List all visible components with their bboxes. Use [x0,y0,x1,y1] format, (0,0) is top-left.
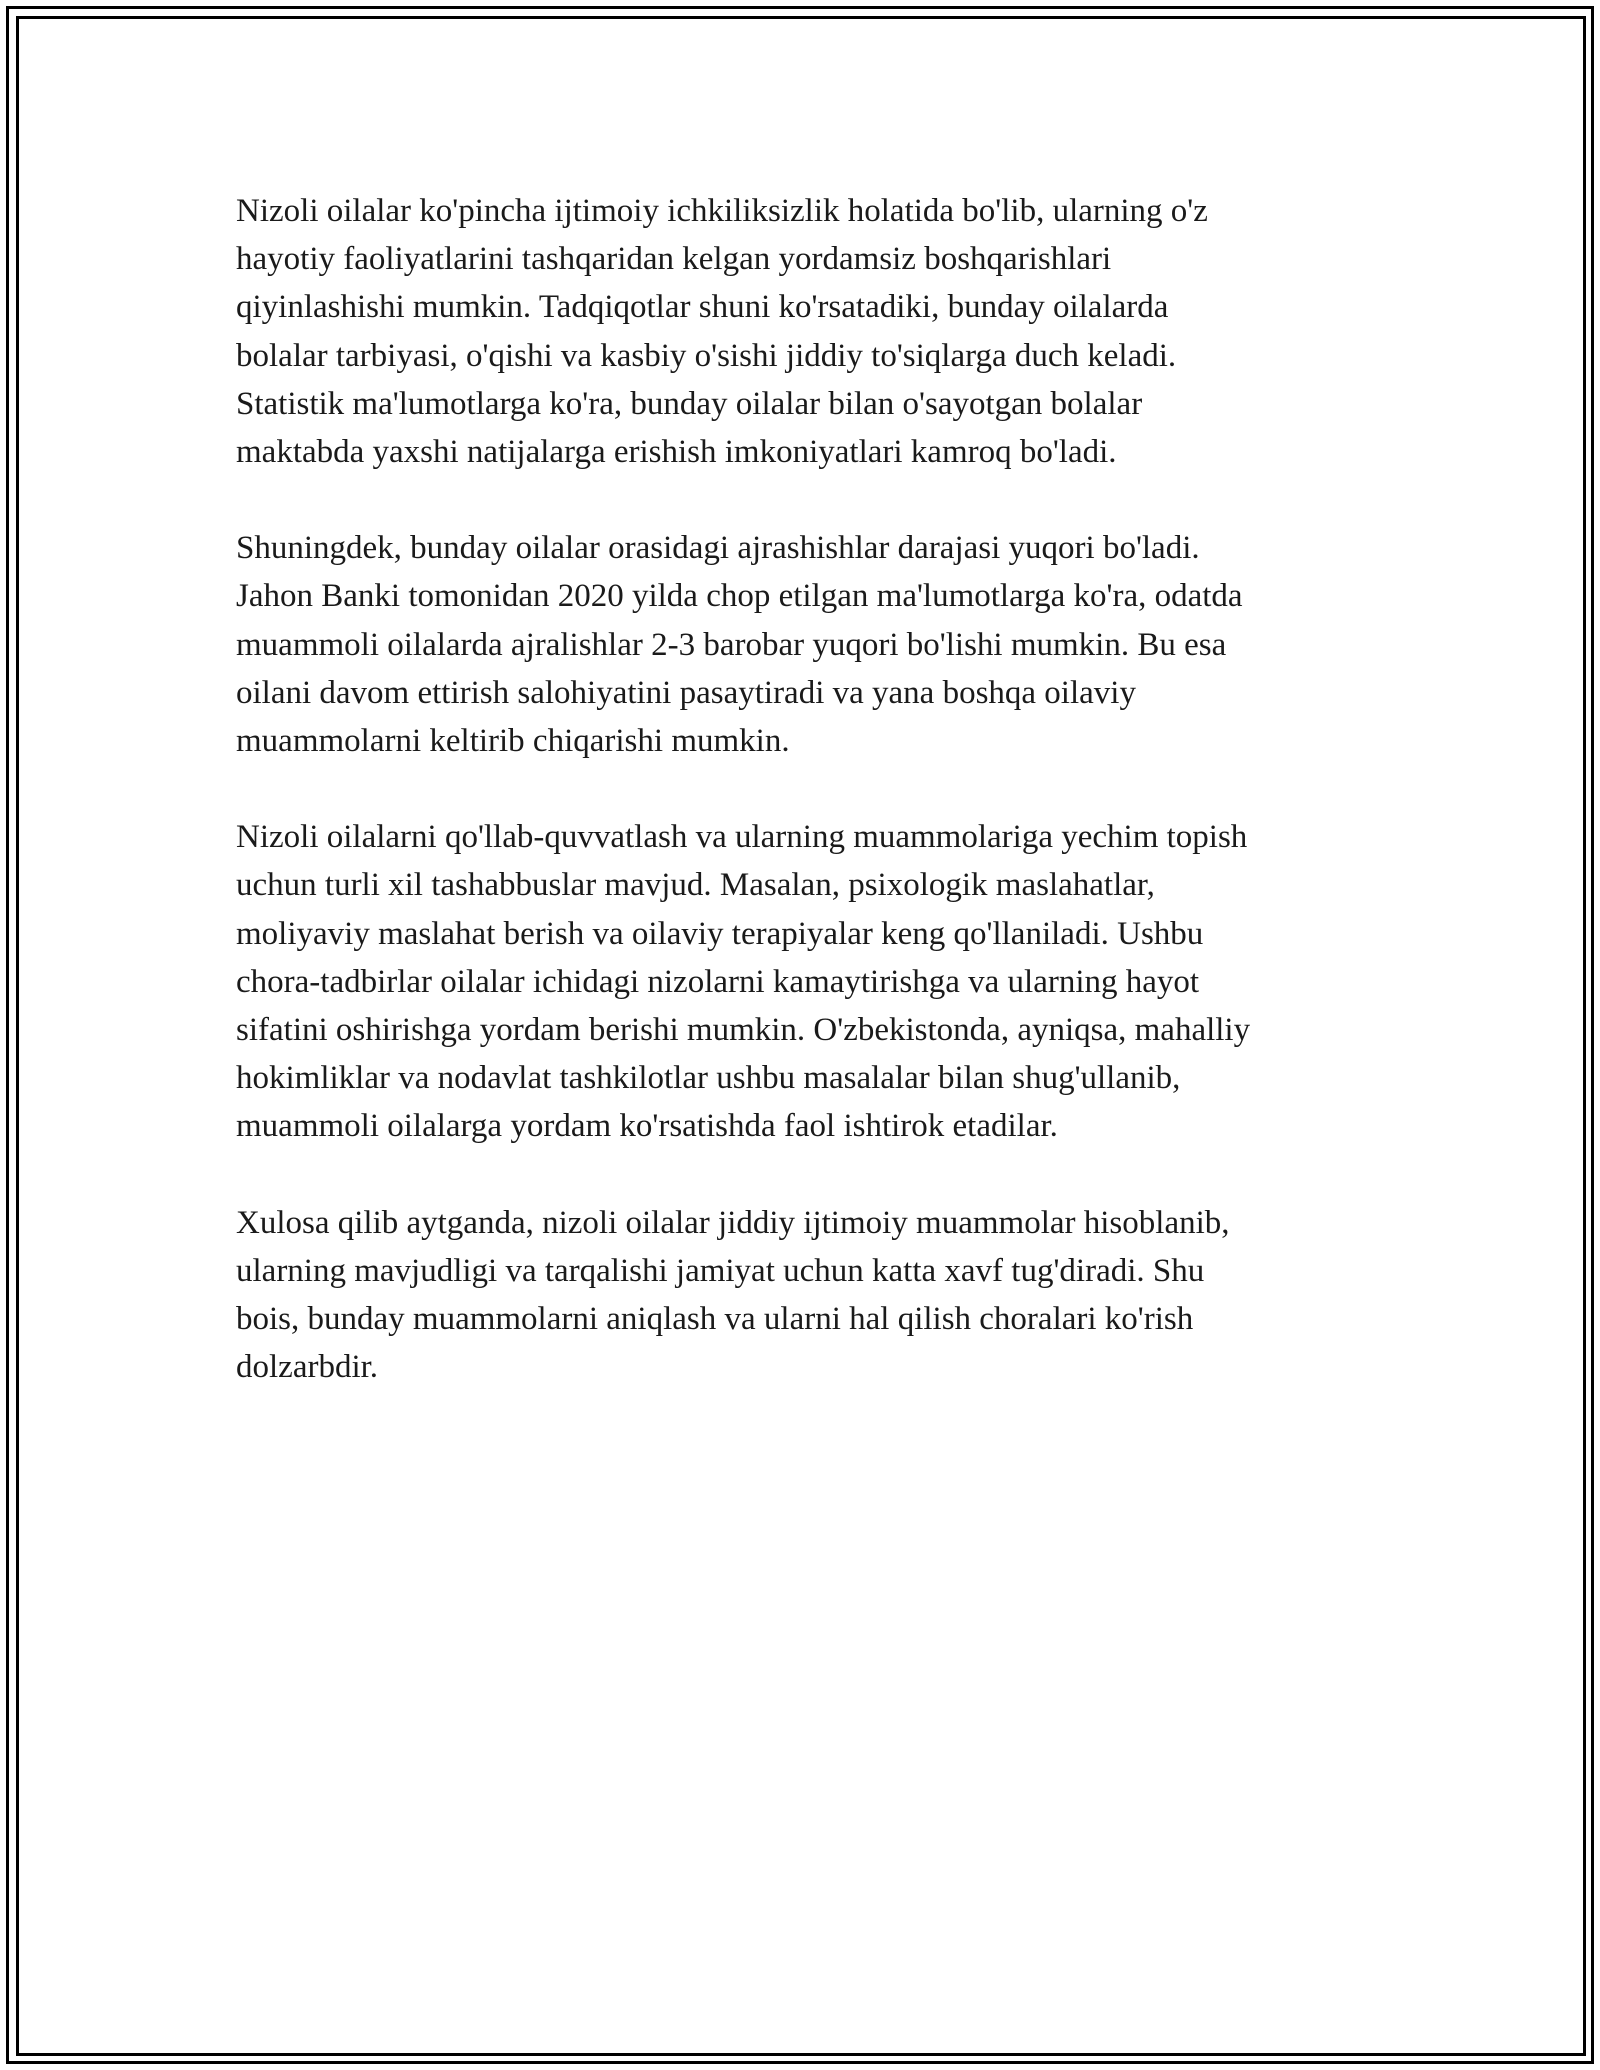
document-body [236,187,1386,1439]
paragraph-3: Nizoli oilalarni qo'llab-quvvatlash va ularning muammolariga yechim topish uchun turli xil tashabbuslar mavjud. Masalan, psixologik maslahatlar, moliyaviy maslahat berish va oilaviy terapiyalar keng qo'llaniladi. Ushbu chora-tadbirlar oilalar ichidagi nizolarni kamaytirishga va ularning hayot sifatini oshirishga yordam berishi mumkin. O'zbekistonda, ayniqsa, mahalliy hokimliklar va nodavlat tashkilotlar ushbu masalalar bilan shug'ullanib, muammoli oilalarga yordam ko'rsatishda faol ishtirok etadilar. [236,819,1251,1145]
paragraph-4: Xulosa qilib aytganda, nizoli oilalar jiddiy ijtimoiy muammolar hisoblanib, ularning mavjudligi va tarqalishi jamiyat uchun katta xavf tug'diradi. Shu bois, bunday muammolarni aniqlash va ularni hal qilish choralari ko'rish dolzarbdir. [236,1204,1230,1386]
paragraph-2: Shuningdek, bunday oilalar orasidagi ajrashishlar darajasi yuqori bo'ladi. Jahon Banki tomonidan 2020 yilda chop etilgan ma'lumotlarga ko'ra, odatda muammoli oilalarda ajralishlar 2-3 barobar yuqori bo'lishi mumkin. Bu esa oilani davom ettirish salohiyatini pasaytiradi va yana boshqa oilaviy muammolarni keltirib chiqarishi mumkin. [236,530,1243,760]
paragraph-1: Nizoli oilalar ko'pincha ijtimoiy ichkiliksizlik holatida bo'lib, ularning o'z hayotiy faoliyatlarini tashqaridan kelgan yordamsiz boshqarishlari qiyinlashishi mumkin. Tadqiqotlar shuni ko'rsatadiki, bunday oilalarda bolalar tarbiyasi, o'qishi va kasbiy o'sishi jiddiy to'siqlarga duch keladi. Statistik ma'lumotlarga ko'ra, bunday oilalar bilan o'sayotgan bolalar maktabda yaxshi natijalarga erishish imkoniyatlari kamroq bo'ladi. [236,193,1208,471]
